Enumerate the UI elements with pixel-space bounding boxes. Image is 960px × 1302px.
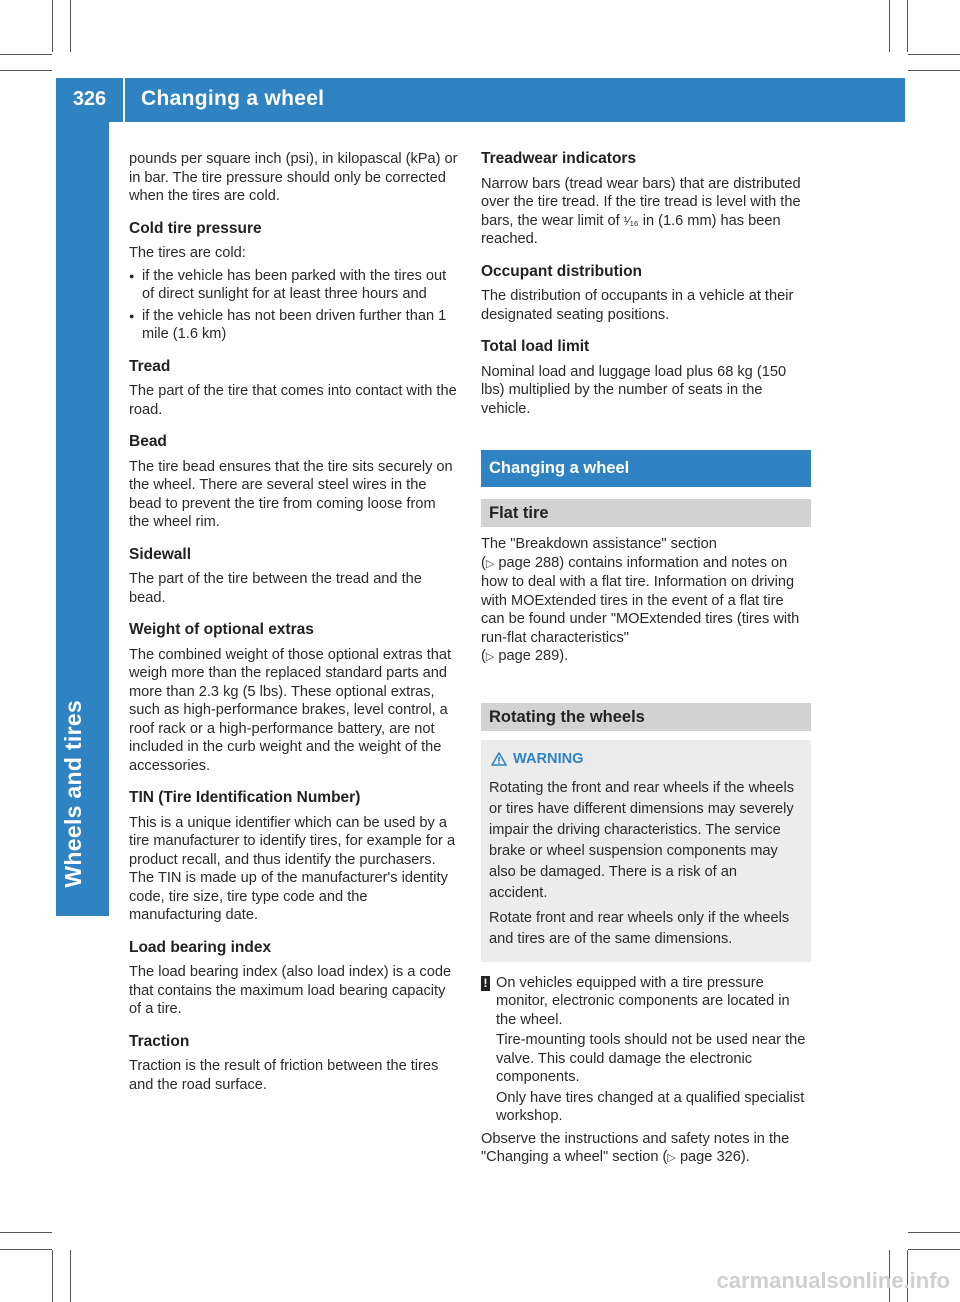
page-number: 326 (72, 88, 107, 110)
crop-mark (52, 0, 53, 52)
page-reference-link[interactable]: page 288 (498, 554, 560, 571)
flat-tire-text: The "Breakdown assistance" section (▷ page 288) contains information and notes on how to deal with a flat tire. Information on driving with MOExtended tires in the event of a flat tire can be found under "MOExtended tires (tires with run-flat characteristics" (▷ page 289). (481, 536, 800, 664)
text-run: ) contains information and notes on how to deal with a flat tire. Information on driving with MOExtended tires in the event of a flat tire can be found under "MOExtended tires (tires with run-flat characteristics" (481, 554, 800, 646)
watermark: carmanualsonline.info (716, 1268, 950, 1293)
page-reference-link[interactable]: page 289 (498, 648, 560, 664)
weight-heading: Weight of optional extras (129, 621, 314, 638)
treadwear-heading: Treadwear indicators (481, 150, 637, 167)
weight-text: The combined weight of those optional extras that weigh more than the replaced standard parts and more than 2.3 kg (5 lbs). These optional extras, such as high-performance brakes, level control, a roof rack or a high-performance battery, are not included in the curb weight and the weight of the accessories. (129, 646, 452, 774)
observe-text (481, 1130, 811, 1168)
sidewall-heading: Sidewall (129, 545, 192, 563)
text-run: ). (740, 1149, 750, 1165)
page-reference-link[interactable]: page 326 (679, 1149, 741, 1165)
crop-mark (908, 1249, 960, 1250)
list-item: ● if the vehicle has been parked with the tires out of direct sunlight for at least three hours and (129, 267, 459, 304)
text-run: The "Breakdown assistance" section (481, 536, 717, 552)
cold-tire-pressure-heading: Cold tire pressure (129, 219, 262, 237)
page-reference-icon: ▷ (485, 557, 495, 570)
traction-heading: Traction (129, 1032, 190, 1050)
cold-tire-list (129, 267, 459, 344)
load-index-text: The load bearing index (also load index) is a code that contains the maximum load bearing capacity of a tire. (129, 964, 452, 1017)
intro-paragraph: pounds per square inch (psi), in kilopascal (kPa) or in bar. The tire pressure should only be corrected when the tires are cold. (129, 151, 458, 204)
warning-box (481, 740, 811, 962)
load-index-heading: Load bearing index (129, 938, 272, 956)
occupant-heading: Occupant distribution (481, 262, 643, 280)
page-reference-icon: ▷ (667, 1152, 676, 1164)
occupant-text: The distribution of occupants in a vehicle at their designated seating positions. (481, 288, 794, 323)
text-run: in (1.6 mm) has been reached. (481, 212, 781, 247)
crop-mark (0, 1249, 52, 1250)
bead-text: The tire bead ensures that the tire sits securely on the wheel. There are several steel wires in the bead to prevent the tire from coming loose from the wheel rim. (129, 458, 453, 530)
warning-text: Rotating the front and rear wheels if the wheels or tires have different dimensions may severely impair the driving characteristics. The service brake or wheel suspension components may also be damaged. There is a risk of an accident. (489, 779, 795, 901)
section-changing-wheel: Changing a wheel (481, 450, 811, 487)
tread-text: The part of the tire that comes into contact with the road. (129, 383, 457, 418)
tin-heading: TIN (Tire Identification Number) (129, 789, 361, 806)
side-tab (56, 122, 109, 916)
crop-mark (889, 0, 890, 52)
list-item: ● if the vehicle has not been driven further than 1 mile (1.6 km) (129, 307, 459, 344)
crop-mark (908, 70, 960, 71)
crop-mark (0, 1232, 52, 1233)
crop-mark (908, 54, 960, 55)
sidewall-text: The part of the tire between the tread and the bead. (129, 571, 422, 606)
page-header (56, 78, 905, 122)
bead-heading: Bead (129, 433, 167, 450)
section-rotating-wheels: Rotating the wheels (481, 703, 811, 731)
total-load-text: Nominal load and luggage load plus 68 kg (150 lbs) multiplied by the number of seats in the vehicle. (481, 363, 787, 417)
crop-mark (70, 1250, 71, 1302)
text-run: Observe the instructions and safety notes in the "Changing a wheel" section ( (481, 1130, 790, 1165)
exclamation-icon: ! (481, 976, 490, 991)
page-reference-icon: ▷ (485, 651, 495, 663)
chapter-title: Changing a wheel (141, 87, 325, 110)
warning-triangle-icon (491, 752, 507, 766)
note-block (481, 974, 811, 1126)
warning-title (489, 749, 799, 770)
crop-mark (0, 54, 52, 55)
warning-text: Rotate front and rear wheels only if the wheels and tires are of the same dimensions. (489, 909, 790, 947)
note-text: On vehicles equipped with a tire pressure monitor, electronic components are located in the wheel. (496, 974, 790, 1028)
crop-mark (70, 0, 71, 52)
text-run: ). (559, 648, 569, 664)
left-column (129, 150, 459, 1094)
crop-mark (907, 0, 908, 52)
crop-mark (908, 1232, 960, 1233)
fraction: ¹⁄₁₆ (623, 213, 639, 228)
total-load-heading: Total load limit (481, 338, 590, 355)
crop-mark (0, 70, 52, 71)
crop-mark (52, 1250, 53, 1302)
section-flat-tire: Flat tire (481, 499, 811, 527)
cold-tire-intro: The tires are cold: (129, 245, 246, 261)
tin-text: This is a unique identifier which can be used by a tire manufacturer to identify tires, for example for a product recall, and thus identify the purchasers. The TIN is made up of the manufacturer's identity code, tire size, tire type code and the manufacturing date. (129, 814, 456, 923)
tread-heading: Tread (129, 357, 171, 375)
warning-label: WARNING (513, 750, 584, 767)
header-divider (123, 78, 125, 122)
traction-text: Traction is the result of friction between the tires and the road surface. (129, 1058, 439, 1093)
treadwear-text (481, 175, 811, 249)
note-text: Tire-mounting tools should not be used near the valve. This could damage the electronic components. (496, 1032, 806, 1085)
note-text: Only have tires changed at a qualified specialist workshop. (496, 1089, 805, 1124)
right-column (481, 150, 811, 1168)
side-tab-label: Wheels and tires (60, 700, 86, 888)
text-run: Narrow bars (tread wear bars) that are distributed over the tire tread. If the tire tread is level with the bars, the wear limit of (481, 175, 801, 229)
